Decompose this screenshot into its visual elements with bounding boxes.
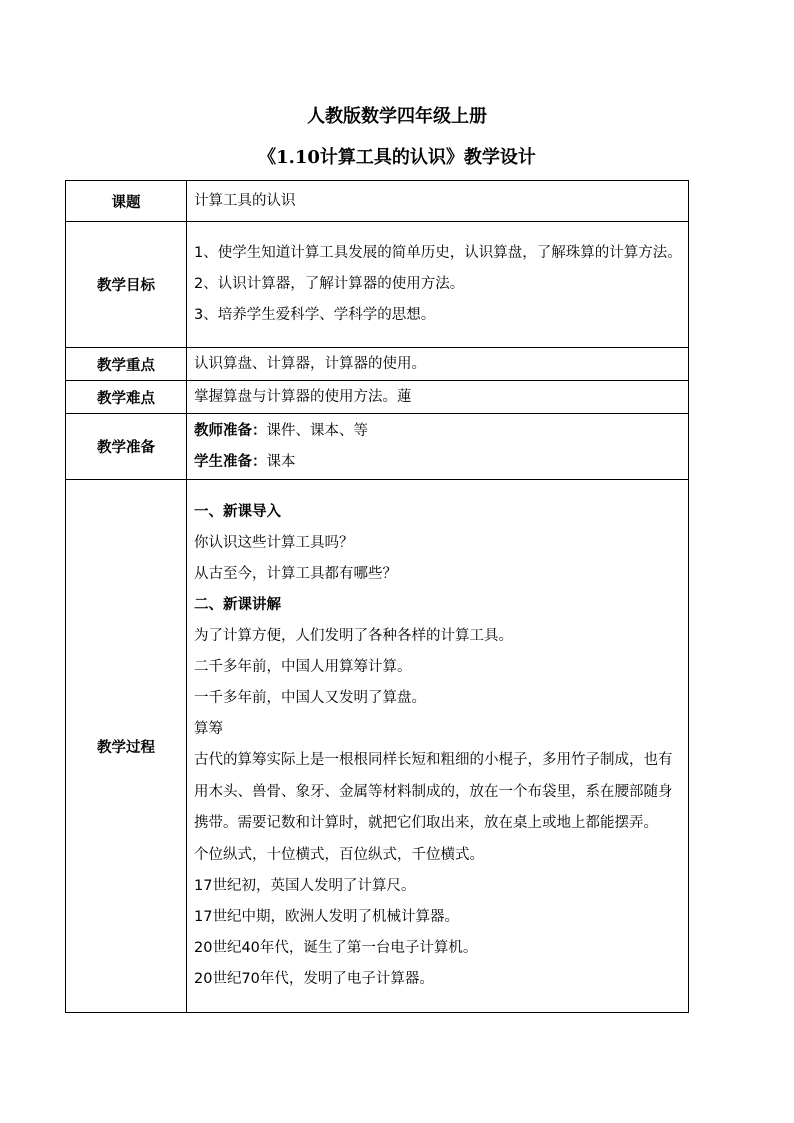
content-prep: [187, 414, 689, 480]
label-difficulty: 教学难点: [66, 381, 187, 414]
process-line: 你认识这些计算工具吗？: [194, 535, 354, 552]
process-line: 一千多年前，中国人又发明了算盘。: [194, 690, 426, 707]
process-line: 算筹: [194, 721, 223, 738]
content-goals: [187, 222, 689, 348]
table-row-difficulty: [66, 381, 689, 414]
label-key: 教学重点: [66, 348, 187, 381]
process-paragraph: 古代的算筹实际上是一根根同样长短和粗细的小棍子，多用竹子制成，也有用木头、兽骨、象牙、金属等材料制成的，放在一个布袋里，系在腰部随身携带。需要记数和计算时，就把它们取出来，放在桌上或地上都能摆弄。: [194, 752, 673, 832]
label-prep: 教学准备: [66, 414, 187, 480]
goal-item: 2、认识计算器，了解计算器的使用方法。: [194, 276, 465, 292]
table-row-key: [66, 348, 689, 381]
teacher-prep: [194, 416, 682, 447]
content-process: [187, 480, 689, 1013]
process-line: 个位纵式，十位横式，百位纵式，千位横式。: [194, 846, 484, 863]
content-difficulty: [187, 381, 689, 414]
process-line: 20世纪70年代，发明了电子计算器。: [194, 970, 434, 987]
student-prep-label: 学生准备：: [194, 453, 267, 470]
student-prep-value: 课本: [266, 453, 296, 470]
process-line: 17世纪初，英国人发明了计算尺。: [194, 877, 416, 894]
process-line: 从古至今，计算工具都有哪些？: [194, 566, 397, 583]
document-title: 人教版数学四年级上册: [307, 106, 487, 127]
label-process: 教学过程: [66, 480, 187, 1013]
teacher-prep-value: 课件、课本、等: [266, 422, 368, 439]
teacher-prep-label: 教师准备：: [194, 422, 267, 439]
table-row-topic: [66, 181, 689, 222]
section-heading: 一、新课导入: [194, 504, 281, 521]
lesson-plan-table: [65, 180, 689, 1013]
table-row-goals: [66, 222, 689, 348]
difficulty-text: 掌握算盘与计算器的使用方法。蓮: [194, 388, 412, 405]
label-topic: 课题: [66, 181, 187, 222]
section-heading: 二、新课讲解: [194, 597, 281, 614]
document-subtitle: 《1.10计算工具的认识》教学设计: [258, 147, 536, 168]
table-row-prep: [66, 414, 689, 480]
process-line: 20世纪40年代，诞生了第一台电子计算机。: [194, 939, 478, 956]
goal-item: 1、使学生知道计算工具发展的简单历史，认识算盘，了解珠算的计算方法。: [194, 245, 682, 261]
process-line: 17世纪中期，欧洲人发明了机械计算器。: [194, 908, 459, 925]
content-key: [187, 348, 689, 381]
student-prep: [194, 447, 682, 478]
goal-item: 3、培养学生爱科学、学科学的思想。: [194, 307, 436, 323]
process-line: 为了计算方便，人们发明了各种各样的计算工具。: [194, 628, 513, 645]
key-text: 认识算盘、计算器，计算器的使用。: [194, 355, 426, 372]
process-line: 二千多年前，中国人用算筹计算。: [194, 659, 412, 676]
topic-text: 计算工具的认识: [194, 192, 296, 209]
table-row-process: [66, 480, 689, 1013]
content-topic: [187, 181, 689, 222]
label-goals: 教学目标: [66, 222, 187, 348]
